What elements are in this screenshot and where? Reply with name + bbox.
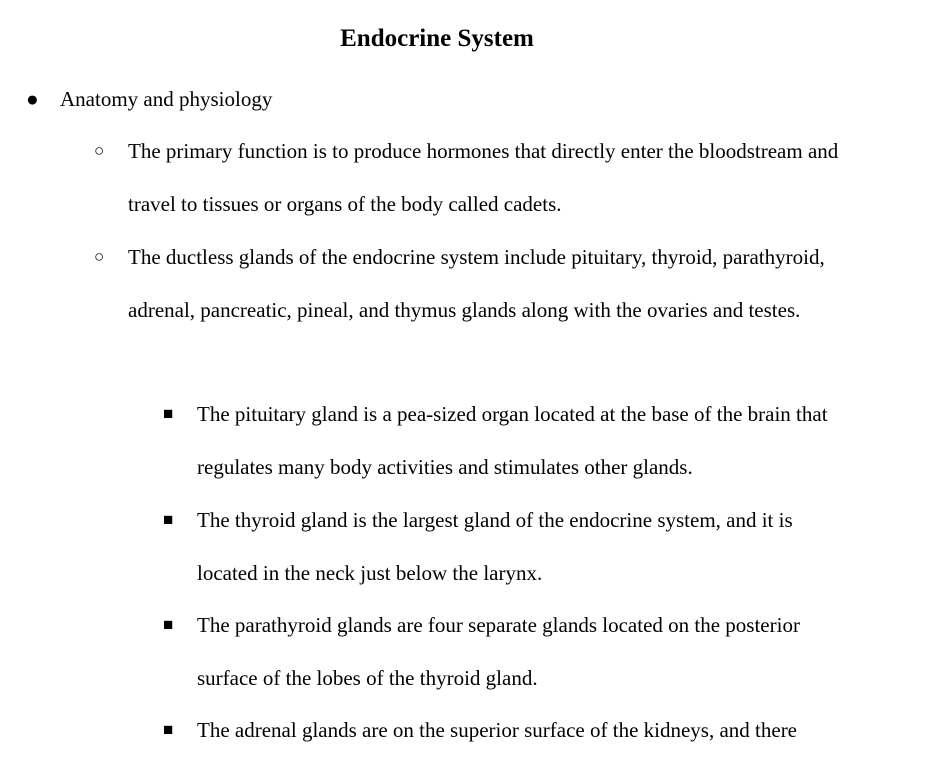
list-item xyxy=(197,704,897,757)
level1-bullet: ● xyxy=(26,87,39,111)
level3-bullet: ■ xyxy=(163,404,174,423)
level3-bullet: ■ xyxy=(163,510,174,529)
level2-bullet: ○ xyxy=(94,141,105,160)
section-heading-text: Anatomy and physiology xyxy=(60,87,273,111)
level2-bullet: ○ xyxy=(94,247,105,266)
list-item-text: The thyroid gland is the largest gland of the endocrine system, and it is located in the neck just below the larynx. xyxy=(197,508,793,585)
list-item xyxy=(197,599,857,704)
level3-bullet: ■ xyxy=(163,720,174,739)
list-item xyxy=(197,494,847,599)
list-item-text: The parathyroid glands are four separate glands located on the posterior surface of the lobes of the thyroid gland. xyxy=(197,613,800,690)
section-heading xyxy=(60,73,880,126)
list-item xyxy=(128,125,873,230)
list-item xyxy=(197,388,847,493)
list-item-text: The adrenal glands are on the superior surface of the kidneys, and there xyxy=(197,718,798,742)
list-item-text: The primary function is to produce hormones that directly enter the bloodstream and travel to tissues or organs of the body called cadets. xyxy=(128,139,839,216)
level3-bullet: ■ xyxy=(163,615,174,634)
list-item-text: The pituitary gland is a pea-sized organ located at the base of the brain that regulates many body activities and stimulates other glands. xyxy=(197,402,828,479)
page-title: Endocrine System xyxy=(340,25,534,52)
list-item-text: The ductless glands of the endocrine system include pituitary, thyroid, parathyroid, adrenal, pancreatic, pineal, and thymus glands along with the ovaries and testes. xyxy=(128,245,825,322)
list-item xyxy=(128,231,880,336)
